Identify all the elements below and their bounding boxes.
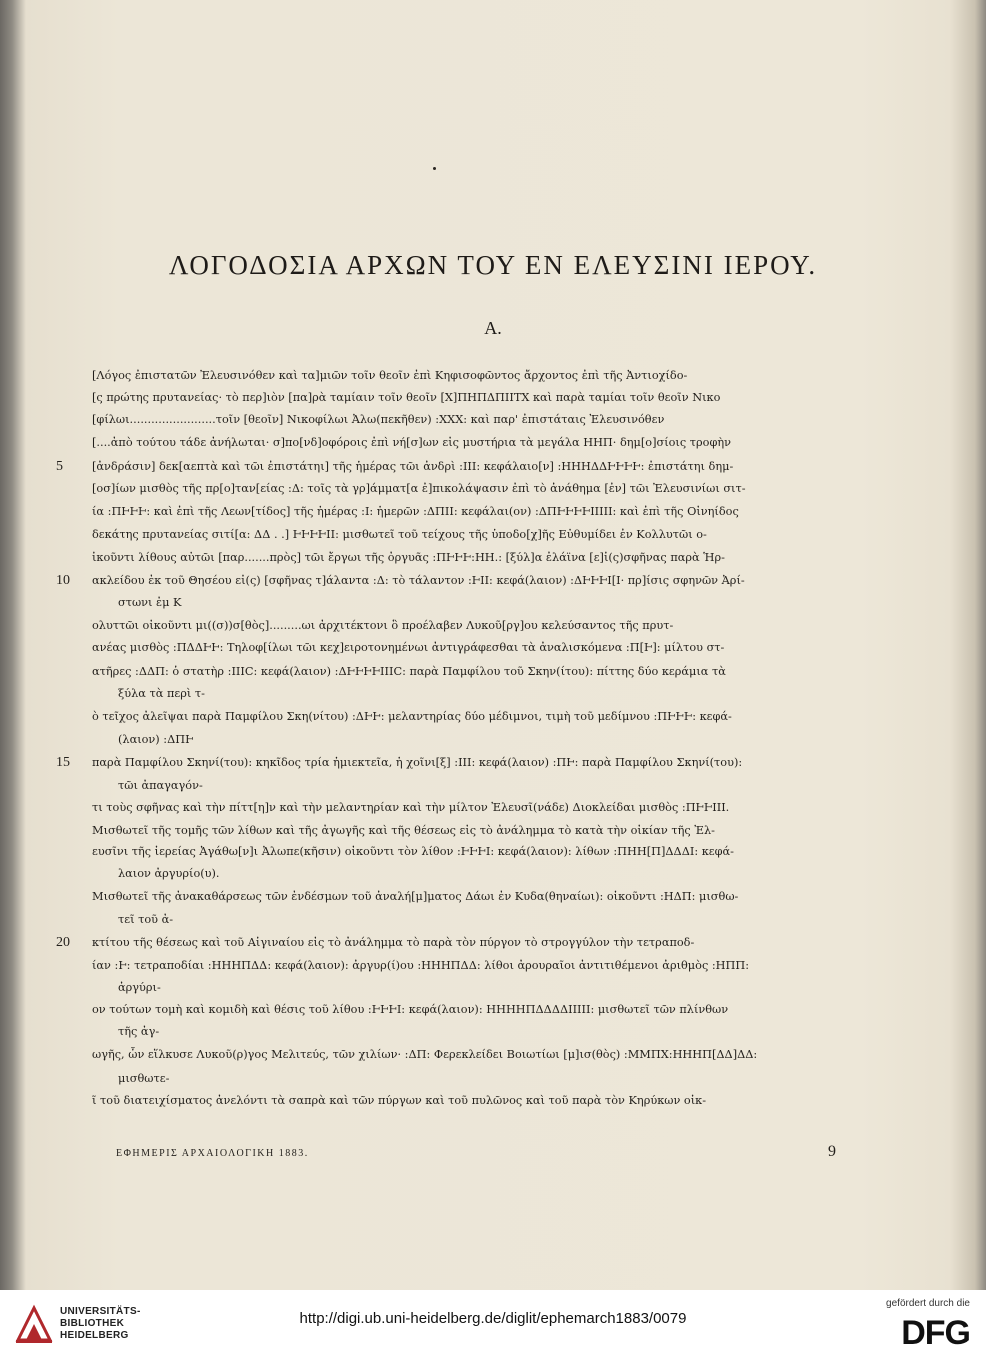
inscription-line: τι τοὺς σφῆνας καὶ τὴν πίττ[η]ν καὶ τὴν μελαντηρίαν καὶ τὴν μίλτον Ἐλευσῖ(νάδε) Διοκλείδαι μισθὸς :ΠͰͰΙΙΙ. bbox=[92, 801, 730, 814]
inscription-line: ατῆρες :ΔΔΠ: ὁ στατὴρ :ΙΙΙC: κεφά(λαιον) :ΔͰͰͰͰΙΙΙC: παρὰ Παμφίλου τοῦ Σκην(ίτου): πίττης δύο κεράμια τὰ bbox=[92, 665, 726, 678]
inscription-line: ἀργύρι- bbox=[118, 981, 161, 994]
permalink-url[interactable]: http://digi.ub.uni-heidelberg.de/diglit/ephemarch1883/0079 bbox=[299, 1310, 687, 1327]
inscription-line: ξύλα τὰ περὶ τ- bbox=[118, 687, 205, 700]
inscription-line: [....ἀπὸ τούτου τάδε ἀνήλωται· σ]πο[νδ]οφόροις ἐπὶ νή[σ]ων εἰς μυστήρια τὰ μεγάλα ΗΗΠ· δημ[ο]σίοις τροφὴν bbox=[92, 436, 732, 449]
inscription-line: ῖ τοῦ διατειχίσματος ἀνελόντι τὰ σαπρὰ καὶ τῶν πύργων καὶ τοῦ πυλῶνος καὶ τοῦ παρὰ τὸν Κηρύκων οἰκ- bbox=[92, 1094, 707, 1107]
page-number: 9 bbox=[828, 1143, 836, 1160]
inscription-line: μισθωτε- bbox=[118, 1072, 170, 1085]
inscription-line: ακλείδου ἐκ τοῦ Θησέου εἰ(ς) [σφῆνας τ]άλαντα :Δ: τὸ τάλαντον :ͰΙΙ: κεφά(λαιον) :ΔͰͰͰΙ[Ι· πρ]ίσις σφηνῶν Ἀρί- bbox=[92, 574, 745, 587]
dfg-logo-icon: DFG bbox=[901, 1314, 970, 1352]
inscription-line: ία :ΠͰͰͰ: καὶ ἐπὶ τῆς Λεων[τίδος] τῆς ἡμέρας :Ι: ἡμερῶν :ΔΠΙΙ: κεφάλαι(ον) :ΔΠͰͰͰͰΙΙΙΙΙ: καὶ ἐπὶ τῆς Οἰνηίδος bbox=[92, 505, 739, 518]
inscription-line: ολυττῶι οἰκοῦντι μι((σ))σ[θὸς].........ωι ἀρχιτέκτονι ὃ προέλαβεν Λυκοῦ[ργ]ου κελεύσαντος τῆς πρυτ- bbox=[92, 619, 674, 632]
inscription-line: τῆς ἀγ- bbox=[118, 1025, 160, 1038]
inscription-line: Μισθωτεῖ τῆς τομῆς τῶν λίθων καὶ τῆς ἀγωγῆς καὶ τῆς θέσεως εἰς τὸ ἀνάλημμα τὸ κατὰ τὴν οἰκίαν τῆς Ἐλ- bbox=[92, 824, 715, 837]
inscription-line: (λαιον) :ΔΠͰ bbox=[118, 733, 194, 746]
library-name-line-2: BIBLIOTHEK bbox=[60, 1318, 125, 1329]
inscription-line: [φίλωι........................τοῖν [θεοῖν] Νικοφίλωι Ἀλω(πεκῆθεν) :ΧΧΧ: καὶ παρ' ἐπιστάταις Ἐλευσινόθεν bbox=[92, 413, 665, 426]
inscription-line: στωνι ἐμ Κ bbox=[118, 596, 182, 609]
library-name-line-1: UNIVERSITÄTS- bbox=[60, 1306, 141, 1317]
inscription-line: τῶι ἀπαγαγόν- bbox=[118, 779, 203, 792]
line-number: 10 bbox=[56, 573, 70, 588]
running-footer-journal: ΕΦΗΜΕΡΙΣ ΑΡΧΑΙΟΛΟΓΙΚΗ 1883. bbox=[116, 1148, 309, 1159]
inscription-line: Μισθωτεῖ τῆς ἀνακαθάρσεως τῶν ἐνδέσμων τοῦ ἀναλή[μ]ματος Δάωι ἐν Κυδα(θηναίωι): οἰκοῦντι :ΗΔΠ: μισθω- bbox=[92, 890, 739, 903]
inscription-line: παρὰ Παμφίλου Σκηνί(του): κηκῖδος τρία ἡμιεκτεῖα, ἡ χοῖνι[ξ] :ΙΙΙ: κεφά(λαιον) :ΠͰ: παρὰ Παμφίλου Σκηνί(του): bbox=[92, 756, 743, 769]
inscription-line: ὸ τεῖχος ἀλεῖψαι παρὰ Παμφίλου Σκη(νίτου) :ΔͰͰ: μελαντηρίας δύο μέδιμνοι, τιμὴ τοῦ μεδίμνου :ΠͰͰͰ: κεφά- bbox=[92, 710, 732, 723]
page-title: ΛΟΓΟΔΟΣΙΑ ΑΡΧΩΝ ΤΟΥ ΕΝ ΕΛΕΥΣΙΝΙ ΙΕΡΟΥ. bbox=[168, 250, 818, 280]
inscription-line: τεῖ τοῦ ἀ- bbox=[118, 913, 174, 926]
sponsor-note: gefördert durch die bbox=[886, 1298, 970, 1309]
inscription-line: ἰκοῦντι λίθους αὐτῶι [παρ.......πρὸς] τῶι ἔργωι τῆς ὀργυᾶς :ΠͰͰͰ:ΗΗ.: [ξύλ]α ἐλάϊνα [ε]ἰ(ς)σφῆνας παρὰ Ἡρ- bbox=[92, 551, 725, 564]
inscription-line: [Λόγος ἐπιστατῶν Ἐλευσινόθεν καὶ τα]μιῶν τοῖν θεοῖν ἐπὶ Κηφισοφῶντος ἄρχοντος ἐπὶ τῆς Ἀντιοχίδο- bbox=[92, 369, 688, 382]
inscription-line: [ἀνδράσιν] δεκ[αεπτὰ καὶ τῶι ἐπιστάτηι] τῆς ἡμέρας τῶι ἀνδρὶ :ΙΙΙ: κεφάλαιο[ν] :ΗΗΗΔΔͰͰͰͰ: ἐπιστάτηι δημ- bbox=[92, 460, 734, 473]
inscription-line: [οσ]ίων μισθὸς τῆς πρ[ο]ταν[είας :Δ: τοῖς τὰ γρ]άμματ[α ἐ]πικολάψασιν ἐπὶ τὸ ἀνάθημα [ἐν] τῶι Ἐλευσινίωι σιτ- bbox=[92, 482, 746, 495]
inscription-line: ευσῖνι τῆς ἱερείας Ἀγάθω[ν]ι Ἀλωπε(κῆσιν) οἰκοῦντι τὸν λίθον :ͰͰͰΙ: κεφά(λαιον): λίθων :ΠΗΗ[Π]ΔΔΔΙ: κεφά- bbox=[92, 845, 734, 858]
ink-speck bbox=[433, 167, 436, 170]
inscription-line: λαιον ἀργυρίο(υ). bbox=[118, 867, 220, 880]
line-number: 15 bbox=[56, 755, 70, 770]
viewer-footer-bar bbox=[0, 1290, 986, 1360]
section-letter: Α. bbox=[484, 318, 502, 338]
library-name-line-3: HEIDELBERG bbox=[60, 1330, 129, 1341]
line-number: 20 bbox=[56, 935, 70, 950]
line-number: 5 bbox=[56, 459, 63, 474]
inscription-line: ωγῆς, ὧν εἵλκυσε Λυκοῦ(ρ)γος Μελιτεύς, τῶν χιλίων· :ΔΠ: Φερεκλείδει Βοιωτίωι [μ]ισ(θὸς) :ΜΜΠΧ:ΗΗΗΠ[ΔΔ]ΔΔ: bbox=[92, 1048, 758, 1061]
inscription-line: δεκάτης πρυτανείας σιτί[α: ΔΔ . .] ͰͰͰͰΙΙ: μισθωτεῖ τοῦ τείχους τῆς ὑποδο[χ]ῆς Εὐθυμίδει ἐν Κολλυτῶι ο- bbox=[92, 528, 707, 541]
inscription-line: ον τούτων τομὴ καὶ κομιδὴ καὶ θέσις τοῦ λίθου :ͰͰͰΙ: κεφά(λαιον): ΗΗΗΗΠΔΔΔΔΙΙΙΙΙ: μισθωτεῖ τῶν πλίνθων bbox=[92, 1003, 729, 1016]
inscription-line: ίαν :Ͱ: τετραποδίαι :ΗΗΗΠΔΔ: κεφά(λαιον): ἀργυρ(ί)ου :ΗΗΗΠΔΔ: λίθοι ἀρουραῖοι ἀντιτιθέμενοι ἀριθμὸς :ΗΠΠ: bbox=[92, 959, 750, 972]
inscription-line: [ς πρώτης πρυτανείας· τὸ περ]ιὸν [πα]ρὰ ταμίαιν τοῖν θεοῖν [Χ]ΠΗΠΔΠΙΙΤΧ καὶ παρὰ ταμίαι τοῖν θεοῖν Νικο bbox=[92, 391, 721, 404]
inscription-line: κτίτου τῆς θέσεως καὶ τοῦ Αἰγιναίου εἰς τὸ ἀνάλημμα τὸ παρὰ τὸν πύργον τὸ στρογγύλον τὴν τετραποδ- bbox=[92, 936, 695, 949]
inscription-line: ανέας μισθὸς :ΠΔΔͰͰ: Τηλοφ[ίλωι τῶι κεχ]ειροτονημένωι ἀντιγράφεσθαι τὰ ἀναλισκόμενα :Π[Ͱ]: μίλτου στ- bbox=[92, 641, 725, 654]
